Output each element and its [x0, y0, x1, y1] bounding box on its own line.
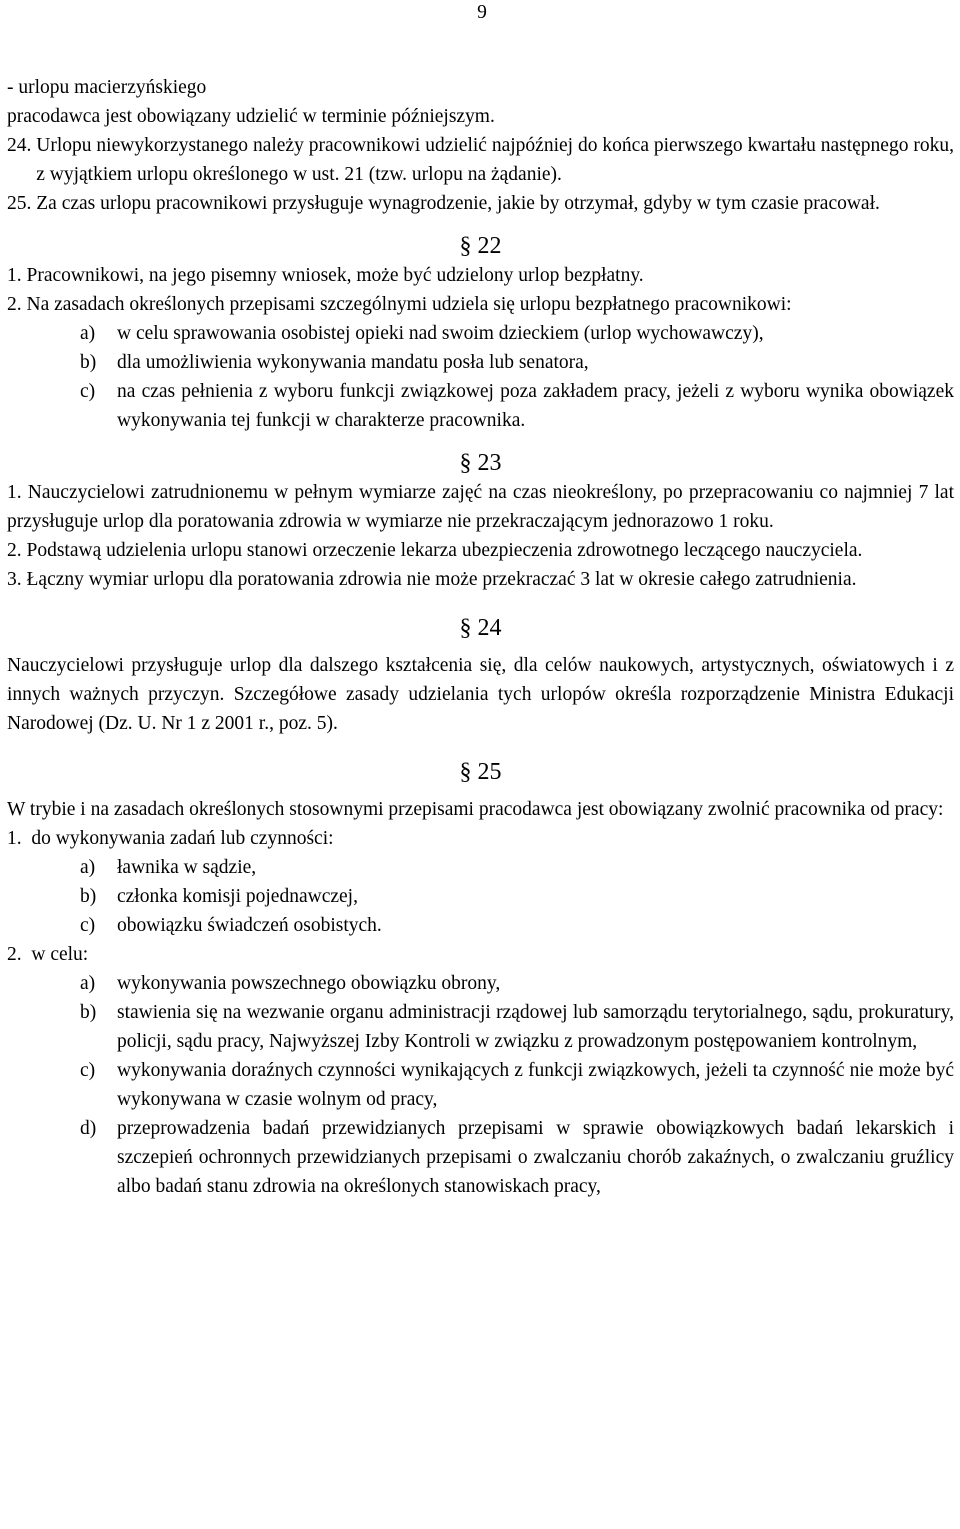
- section-24-text: Nauczycielowi przysługuje urlop dla dalszego kształcenia się, dla celów naukowych, artystycznych, oświatowych i z innych ważnych przyczyn. Szczegółowe zasady udzielania tych urlopów określa rozporządzenie Ministra Edukacji Narodowej (Dz. U. Nr 1 z 2001 r., poz. 5).: [7, 655, 954, 734]
- paragraph-25: [7, 189, 954, 218]
- list-item: [80, 319, 954, 348]
- list-item: [80, 998, 954, 1056]
- paragraph-25-number: 25.: [7, 193, 32, 214]
- list-item-letter: d): [80, 1118, 97, 1139]
- section-23-item-2: 2. Podstawą udzielenia urlopu stanowi orzeczenie lekarza ubezpieczenia zdrowotnego leczącego nauczyciela.: [7, 540, 863, 561]
- list-item-text: stawienia się na wezwanie organu administracji rządowej lub samorządu terytorialnego, sądu, prokuratury, policji, sądu pracy, Najwyższej Izby Kontroli w związku z prowadzonym postępowaniem kontrolnym,: [117, 1002, 954, 1052]
- section-25-title: § 25: [459, 759, 502, 785]
- list-item-letter: b): [80, 886, 97, 907]
- section-25-item-1: 1. do wykonywania zadań lub czynności:: [7, 828, 334, 849]
- top-line-1: - urlopu macierzyńskiego: [7, 77, 207, 98]
- list-item: [80, 882, 954, 911]
- page-number: 9: [477, 2, 487, 23]
- section-23-title: § 23: [459, 450, 502, 476]
- list-item-letter: c): [80, 1060, 96, 1081]
- list-item-text: dla umożliwienia wykonywania mandatu posła lub senatora,: [117, 352, 589, 373]
- list-item-text: w celu sprawowania osobistej opieki nad swoim dzieckiem (urlop wychowawczy),: [117, 323, 764, 344]
- list-item-letter: c): [80, 381, 96, 402]
- paragraph-25-text: Za czas urlopu pracownikowi przysługuje wynagrodzenie, jakie by otrzymał, gdyby w tym czasie pracował.: [36, 193, 880, 214]
- list-item-text: wykonywania powszechnego obowiązku obrony,: [117, 973, 501, 994]
- list-item: [80, 1056, 954, 1114]
- section-22-sublist: [7, 319, 954, 435]
- list-item-text: wykonywania doraźnych czynności wynikających z funkcji związkowych, jeżeli ta czynność nie może być wykonywana w czasie wolnym od pracy,: [117, 1060, 954, 1110]
- section-22-title: § 22: [459, 233, 502, 259]
- section-25-item-2: 2. w celu:: [7, 944, 89, 965]
- list-item-text: na czas pełnienia z wyboru funkcji związkowej poza zakładem pracy, jeżeli z wyboru wynika obowiązek wykonywania tej funkcji w charakterze pracownika.: [117, 381, 954, 431]
- section-24-title: § 24: [459, 615, 502, 641]
- paragraph-24-text: Urlopu niewykorzystanego należy pracownikowi udzielić najpóźniej do końca pierwszego kwartału następnego roku, z wyjątkiem urlopu określonego w ust. 21 (tzw. urlopu na żądanie).: [36, 135, 954, 185]
- top-line-2: pracodawca jest obowiązany udzielić w terminie późniejszym.: [7, 106, 495, 127]
- paragraph-24-number: 24.: [7, 135, 32, 156]
- list-item: [80, 853, 954, 882]
- section-22-item-1: 1. Pracownikowi, na jego pisemny wniosek, może być udzielony urlop bezpłatny.: [7, 265, 644, 286]
- section-25-item-1-sublist: [7, 853, 954, 940]
- document-body: [7, 73, 954, 1201]
- list-item-text: ławnika w sądzie,: [117, 857, 257, 878]
- section-25-intro: W trybie i na zasadach określonych stosownymi przepisami pracodawca jest obowiązany zwolnić pracownika od pracy:: [7, 799, 944, 820]
- section-22-item-2: 2. Na zasadach określonych przepisami szczególnymi udziela się urlopu bezpłatnego pracownikowi:: [7, 294, 792, 315]
- section-25-item-2-sublist: [7, 969, 954, 1201]
- list-item-letter: a): [80, 973, 96, 994]
- section-23-item-1: 1. Nauczycielowi zatrudnionemu w pełnym wymiarze zajęć na czas nieokreślony, po przepracowaniu co najmniej 7 lat przysługuje urlop dla poratowania zdrowia w wymiarze nie przekraczającym jednorazowo 1 roku.: [7, 482, 954, 532]
- section-23-item-3: 3. Łączny wymiar urlopu dla poratowania zdrowia nie może przekraczać 3 lat w okresie całego zatrudnienia.: [7, 569, 857, 590]
- list-item-letter: a): [80, 323, 96, 344]
- paragraph-24: [7, 131, 954, 189]
- list-item-text: przeprowadzenia badań przewidzianych przepisami w sprawie obowiązkowych badań lekarskich i szczepień ochronnych przewidzianych przepisami o zwalczaniu chorób zakaźnych, o zwalczaniu gruźlicy albo badań stanu zdrowia na określonych stanowiskach pracy,: [117, 1118, 954, 1197]
- list-item-letter: c): [80, 915, 96, 936]
- list-item: [80, 969, 954, 998]
- list-item-text: członka komisji pojednawczej,: [117, 886, 358, 907]
- list-item-letter: b): [80, 352, 97, 373]
- list-item: [80, 377, 954, 435]
- list-item-letter: a): [80, 857, 96, 878]
- list-item: [80, 348, 954, 377]
- list-item: [80, 911, 954, 940]
- list-item-text: obowiązku świadczeń osobistych.: [117, 915, 382, 936]
- list-item-letter: b): [80, 1002, 97, 1023]
- list-item: [80, 1114, 954, 1201]
